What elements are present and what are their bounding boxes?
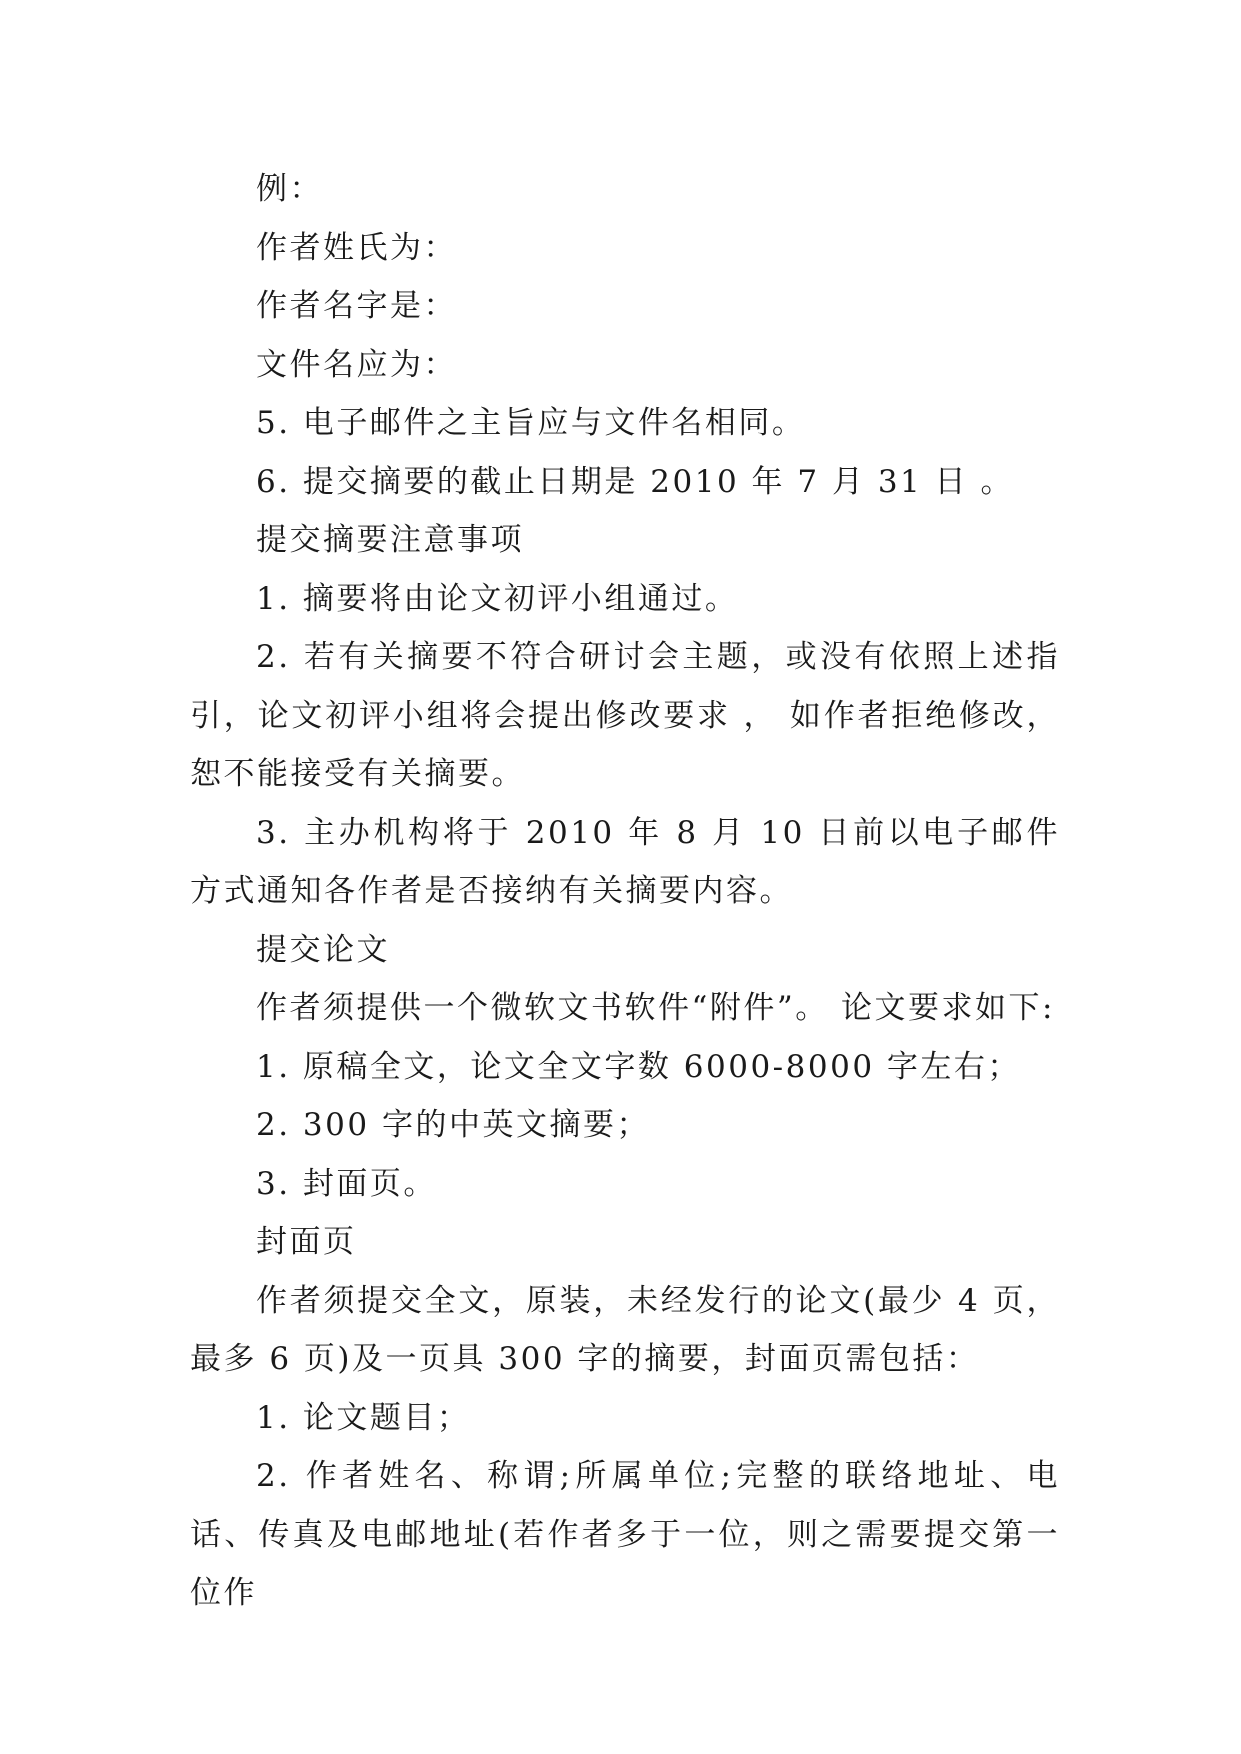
paragraph-cover-item-2: 2. 作者姓名、称谓;所属单位;完整的联络地址、电话、传真及电邮地址(若作者多于一位，则之需要提交第一位作 [190, 1458, 1060, 1611]
paragraph-requirement-3: 3. 封面页。 [256, 1165, 437, 1202]
paragraph-cover-page-intro: 作者须提交全文，原装，未经发行的论文(最少 4 页，最多 6 页)及一页具 300 字的摘要，封面页需包括： [190, 1282, 1060, 1377]
paragraph-requirement-1: 1. 原稿全文，论文全文字数 6000-8000 字左右； [256, 1048, 1021, 1085]
paragraph-example-label: 例： [256, 171, 323, 207]
paragraph-abstract-note-1: 1. 摘要将由论文初评小组通过。 [256, 580, 739, 617]
paragraph-author-surname: 作者姓氏为： [256, 229, 457, 266]
heading-cover-page: 封面页 [256, 1224, 357, 1260]
paragraph-requirement-2: 2. 300 字的中英文摘要； [256, 1107, 650, 1143]
heading-abstract-notes: 提交摘要注意事项 [256, 522, 524, 558]
heading-submit-paper: 提交论文 [256, 931, 390, 968]
paragraph-cover-item-1: 1. 论文题目； [256, 1399, 471, 1436]
paragraph-abstract-note-2: 2. 若有关摘要不符合研讨会主题，或没有依照上述指引，论文初评小组将会提出修改要求 ， 如作者拒绝修改，恕不能接受有关摘要。 [190, 639, 1060, 792]
paragraph-file-name: 文件名应为： [256, 346, 457, 383]
paragraph-abstract-note-3: 3. 主办机构将于 2010 年 8 月 10 日前以电子邮件方式通知各作者是否接纳有关摘要内容。 [190, 814, 1060, 909]
paragraph-paper-requirements: 作者须提供一个微软文书软件“附件”。 论文要求如下: [256, 990, 1055, 1026]
paragraph-item-5-email-subject: 5. 电子邮件之主旨应与文件名相同。 [256, 405, 806, 441]
paragraph-author-given-name: 作者名字是： [256, 288, 457, 324]
paragraph-item-6-deadline: 6. 提交摘要的截止日期是 2010 年 7 月 31 日 。 [256, 463, 1014, 500]
document-body [190, 160, 1060, 1623]
